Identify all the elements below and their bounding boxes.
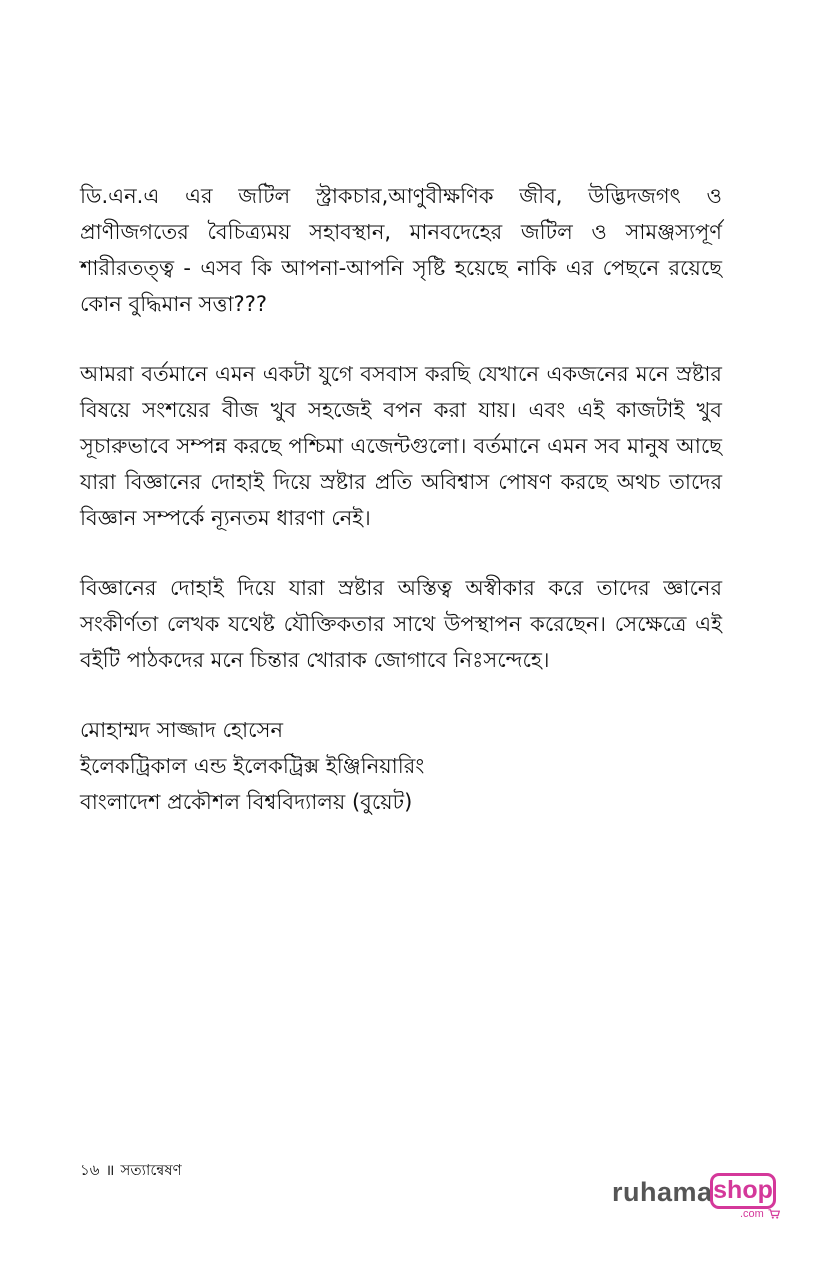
page-number: ১৬ — [80, 1161, 100, 1179]
paragraph-1: ডি.এন.এ এর জটিল স্ট্রাকচার,আণুবীক্ষণিক জীব, উদ্ভিদজগৎ ও প্রাণীজগতের বৈচিত্র্যময় সহাবস্থান, মানবদেহের জটিল ও সামঞ্জস্যপূর্ণ শারীরতত্ত্ব - এসব কি আপনা-আপনি সৃষ্টি হয়েছে নাকি এর পেছনে রয়েছে কোন বুদ্ধিমান সত্তা??? — [80, 184, 722, 316]
ruhamashop-watermark — [612, 1173, 782, 1223]
cart-icon — [768, 1209, 780, 1219]
body-text — [80, 178, 722, 820]
footer-separator: ॥ — [105, 1161, 115, 1179]
watermark-ruhama: ruhama — [612, 1177, 713, 1207]
cart-icon-wheel-right — [776, 1217, 778, 1219]
signature-name: মোহাম্মদ সাজ্জাদ হোসেন — [80, 718, 283, 742]
paragraph-2: আমরা বর্তমানে এমন একটা যুগে বসবাস করছি যেখানে একজনের মনে স্রষ্টার বিষয়ে সংশয়ের বীজ খুব সহজেই বপন করা যায়। এবং এই কাজটাই খুব সূচারুভাবে সম্পন্ন করছে পশ্চিমা এজেন্টগুলো। বর্তমানে এমন সব মানুষ আছে যারা বিজ্ঞানের দোহাই দিয়ে স্রষ্টার প্রতি অবিশ্বাস পোষণ করছে অথচ তাদের বিজ্ঞান সম্পর্কে ন্যূনতম ধারণা নেই। — [80, 362, 722, 530]
page-footer — [80, 1158, 182, 1182]
book-title: সত্যান্বেষণ — [120, 1161, 182, 1179]
signature-university: বাংলাদেশ প্রকৌশল বিশ্ববিদ্যালয় (বুয়েট) — [80, 790, 413, 814]
watermark-com: .com — [740, 1208, 764, 1220]
cart-icon-wheel-left — [772, 1217, 774, 1219]
signature-department: ইলেকট্রিকাল এন্ড ইলেকট্রিক্স ইঞ্জিনিয়ারিং — [80, 754, 425, 778]
signature-block — [80, 712, 722, 820]
cart-icon-body — [769, 1210, 780, 1216]
watermark-shop: shop — [710, 1173, 776, 1209]
paragraph-3: বিজ্ঞানের দোহাই দিয়ে যারা স্রষ্টার অস্তিত্ব অস্বীকার করে তাদের জ্ঞানের সংকীর্ণতা লেখক যথেষ্ট যৌক্তিকতার সাথে উপস্থাপন করেছেন। সেক্ষেত্রে এই বইটি পাঠকদের মনে চিন্তার খোরাক জোগাবে নিঃসন্দেহে। — [80, 576, 722, 672]
